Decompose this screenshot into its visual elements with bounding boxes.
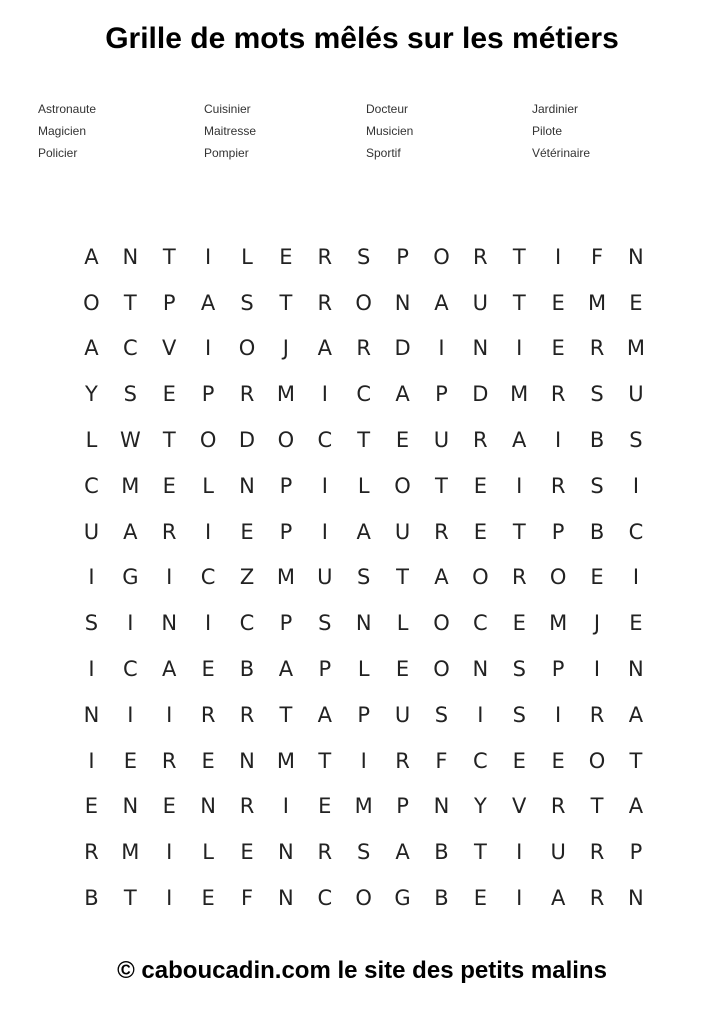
grid-letter: S bbox=[240, 290, 254, 315]
grid-letter: E bbox=[162, 794, 176, 819]
word-list-item: Maitresse bbox=[204, 124, 257, 138]
grid-letter: I bbox=[282, 794, 289, 819]
grid-letter: P bbox=[357, 702, 371, 727]
grid-letter: S bbox=[123, 382, 137, 407]
grid-letter: I bbox=[166, 840, 173, 865]
grid-letter: A bbox=[434, 290, 449, 315]
grid-letter: S bbox=[590, 382, 604, 407]
grid-letter: M bbox=[587, 290, 607, 315]
grid-letter: S bbox=[318, 611, 332, 636]
grid-letter: S bbox=[512, 657, 526, 682]
grid-letter: E bbox=[395, 428, 410, 453]
grid-letter: C bbox=[200, 565, 216, 590]
grid-letter: S bbox=[357, 565, 371, 590]
grid-letter: R bbox=[317, 840, 333, 865]
grid-letter: U bbox=[550, 840, 566, 865]
grid-letter: N bbox=[278, 886, 294, 911]
grid-letter: M bbox=[626, 336, 645, 361]
grid-letter: R bbox=[434, 519, 449, 544]
grid-letter: R bbox=[511, 565, 527, 590]
grid-letter: T bbox=[123, 886, 137, 911]
grid-letter: O bbox=[472, 565, 489, 590]
grid-letter: E bbox=[201, 886, 215, 911]
grid-letter: E bbox=[84, 794, 99, 819]
word-list-item: Astronaute bbox=[38, 102, 97, 116]
grid-letter: C bbox=[84, 473, 99, 498]
grid-letter: E bbox=[629, 611, 643, 636]
grid-letter: B bbox=[589, 519, 605, 544]
grid-letter: E bbox=[240, 519, 254, 544]
grid-letter: D bbox=[472, 382, 489, 407]
grid-letter: A bbox=[550, 886, 566, 911]
grid-letter: E bbox=[123, 748, 137, 773]
grid-letter: Z bbox=[239, 565, 255, 590]
grid-letter: I bbox=[321, 519, 328, 544]
word-list-item: Magicien bbox=[38, 124, 87, 138]
grid-letter: R bbox=[161, 748, 177, 773]
grid-letter: U bbox=[394, 519, 411, 544]
grid-letter: E bbox=[512, 748, 526, 773]
grid-letter: I bbox=[593, 657, 601, 682]
grid-letter: I bbox=[516, 336, 523, 361]
grid-letter: P bbox=[551, 519, 565, 544]
grid-letter: S bbox=[357, 244, 371, 269]
grid-letter: A bbox=[84, 244, 99, 269]
grid-letter: E bbox=[201, 748, 215, 773]
grid-letter: E bbox=[629, 290, 643, 315]
grid-letter: I bbox=[88, 565, 95, 590]
grid-letter: E bbox=[551, 336, 565, 361]
grid-letter: N bbox=[161, 611, 178, 636]
grid-letter: C bbox=[473, 611, 488, 636]
grid-letter: I bbox=[632, 565, 640, 590]
grid-letter: U bbox=[83, 519, 100, 544]
grid-letter: L bbox=[85, 428, 98, 453]
grid-letter: C bbox=[123, 657, 138, 682]
grid-letter: N bbox=[472, 657, 489, 682]
grid-letter: O bbox=[588, 748, 606, 773]
grid-letter: P bbox=[396, 794, 409, 819]
grid-letter: I bbox=[205, 244, 212, 269]
word-list-item: Pompier bbox=[204, 146, 249, 160]
grid-letter: P bbox=[318, 657, 332, 682]
grid-letter: P bbox=[396, 244, 409, 269]
grid-letter: T bbox=[357, 428, 371, 453]
grid-letter: N bbox=[239, 473, 255, 498]
grid-letter: P bbox=[279, 611, 293, 636]
grid-letter: V bbox=[512, 794, 527, 819]
grid-letter: I bbox=[166, 702, 173, 727]
grid-letter: R bbox=[239, 702, 255, 727]
grid-letter: E bbox=[473, 519, 487, 544]
grid-letter: R bbox=[317, 290, 333, 315]
grid-letter: I bbox=[88, 748, 95, 773]
grid-letter: S bbox=[629, 428, 643, 453]
grid-letter: T bbox=[512, 244, 526, 269]
grid-letter: T bbox=[279, 290, 293, 315]
grid-letter: L bbox=[357, 473, 370, 498]
grid-letter: P bbox=[551, 657, 565, 682]
grid-letter: R bbox=[473, 428, 488, 453]
grid-letter: N bbox=[122, 244, 139, 269]
grid-letter: T bbox=[473, 840, 487, 865]
grid-letter: O bbox=[238, 336, 256, 361]
grid-letter: T bbox=[279, 702, 293, 727]
grid-letter: R bbox=[473, 244, 488, 269]
grid-letter: S bbox=[84, 611, 99, 636]
grid-letter: T bbox=[162, 244, 176, 269]
grid-letter: A bbox=[356, 519, 371, 544]
grid-letter: A bbox=[317, 702, 332, 727]
grid-letter: S bbox=[512, 702, 526, 727]
grid-letter: B bbox=[434, 840, 449, 865]
grid-letter: I bbox=[438, 336, 445, 361]
grid-letter: A bbox=[278, 657, 294, 682]
grid-letter: R bbox=[550, 382, 566, 407]
grid-letter: A bbox=[395, 382, 410, 407]
grid-letter: G bbox=[394, 886, 411, 911]
grid-letter: Y bbox=[85, 382, 98, 407]
grid-letter: I bbox=[555, 428, 562, 453]
grid-letter: L bbox=[241, 244, 253, 269]
grid-letter: M bbox=[510, 382, 529, 407]
grid-letter: I bbox=[516, 840, 523, 865]
grid-letter: T bbox=[162, 428, 176, 453]
grid-letter: J bbox=[282, 336, 289, 361]
grid-letter: N bbox=[83, 702, 100, 727]
grid-letter: N bbox=[200, 794, 216, 819]
grid-letter: N bbox=[122, 794, 139, 819]
grid-letter: R bbox=[239, 382, 255, 407]
grid-letter: A bbox=[317, 336, 332, 361]
grid-letter: R bbox=[356, 336, 371, 361]
grid-letter: L bbox=[357, 657, 370, 682]
grid-letter: O bbox=[433, 657, 450, 682]
grid-letter: T bbox=[123, 290, 137, 315]
grid-letter: P bbox=[279, 519, 293, 544]
grid-letter: E bbox=[318, 794, 332, 819]
grid-letter: I bbox=[477, 702, 484, 727]
grid-letter: R bbox=[317, 244, 333, 269]
grid-letter: O bbox=[549, 565, 567, 590]
grid-letter: A bbox=[123, 519, 138, 544]
grid-letter: E bbox=[551, 290, 565, 315]
grid-letter: B bbox=[434, 886, 449, 911]
grid-letter: P bbox=[201, 382, 215, 407]
grid-letter: R bbox=[84, 840, 99, 865]
grid-letter: O bbox=[355, 290, 372, 315]
word-list-item: Pilote bbox=[532, 124, 563, 138]
grid-letter: M bbox=[121, 473, 140, 498]
grid-letter: J bbox=[593, 611, 601, 636]
grid-letter: I bbox=[166, 886, 173, 911]
grid-letter: E bbox=[473, 886, 487, 911]
grid-letter: P bbox=[162, 290, 176, 315]
grid-letter: N bbox=[239, 748, 255, 773]
grid-letter: M bbox=[354, 794, 373, 819]
grid-letter: C bbox=[473, 748, 488, 773]
grid-letter: I bbox=[321, 473, 328, 498]
grid-letter: R bbox=[239, 794, 255, 819]
grid-letter: N bbox=[472, 336, 489, 361]
grid-letter: A bbox=[628, 702, 644, 727]
grid-letter: U bbox=[472, 290, 489, 315]
word-list-item: Docteur bbox=[366, 102, 409, 116]
word-list bbox=[38, 100, 678, 166]
grid-letter: E bbox=[162, 382, 176, 407]
grid-letter: V bbox=[162, 336, 177, 361]
grid-letter: E bbox=[201, 657, 215, 682]
grid-letter: D bbox=[394, 336, 411, 361]
grid-letter: Y bbox=[473, 794, 487, 819]
grid-letter: L bbox=[202, 473, 214, 498]
grid-letter: T bbox=[512, 519, 526, 544]
grid-letter: W bbox=[119, 428, 141, 453]
grid-letter: E bbox=[473, 473, 487, 498]
grid-letter: B bbox=[589, 428, 605, 453]
grid-letter: N bbox=[394, 290, 411, 315]
grid-letter: P bbox=[279, 473, 293, 498]
grid-letter: M bbox=[276, 748, 295, 773]
grid-letter: O bbox=[83, 290, 100, 315]
grid-letter: T bbox=[629, 748, 643, 773]
grid-letter: G bbox=[122, 565, 139, 590]
grid-letter: F bbox=[435, 748, 448, 773]
grid-letter: M bbox=[276, 565, 295, 590]
grid-letter: C bbox=[356, 382, 372, 407]
grid-letter: N bbox=[628, 657, 644, 682]
grid-letter: E bbox=[590, 565, 604, 590]
grid-letter: E bbox=[551, 748, 565, 773]
grid-letter: O bbox=[433, 244, 450, 269]
grid-letter: C bbox=[628, 519, 644, 544]
grid-letter: O bbox=[394, 473, 411, 498]
grid-letter: P bbox=[435, 382, 448, 407]
grid-letter: S bbox=[590, 473, 604, 498]
grid-letter: N bbox=[278, 840, 294, 865]
grid-letter: R bbox=[589, 336, 605, 361]
grid-letter: I bbox=[632, 473, 640, 498]
grid-letter: I bbox=[205, 519, 212, 544]
grid-letter: R bbox=[161, 519, 177, 544]
grid-letter: A bbox=[434, 565, 449, 590]
grid-letter: O bbox=[277, 428, 295, 453]
grid-letter: E bbox=[240, 840, 254, 865]
grid-letter: U bbox=[628, 382, 644, 407]
grid-letter: I bbox=[321, 382, 328, 407]
grid-letter: F bbox=[240, 886, 254, 911]
letter-grid bbox=[72, 234, 655, 921]
grid-letter: R bbox=[589, 840, 605, 865]
grid-letter: U bbox=[317, 565, 333, 590]
grid-letter: I bbox=[516, 473, 523, 498]
grid-letter: N bbox=[628, 244, 644, 269]
grid-letter: E bbox=[162, 473, 176, 498]
grid-letter: N bbox=[433, 794, 450, 819]
grid-letter: I bbox=[127, 702, 134, 727]
word-list-item: Vétérinaire bbox=[532, 146, 591, 160]
grid-letter: C bbox=[317, 886, 333, 911]
grid-letter: A bbox=[395, 840, 410, 865]
grid-letter: S bbox=[357, 840, 371, 865]
grid-letter: A bbox=[512, 428, 527, 453]
grid-letter: R bbox=[200, 702, 216, 727]
grid-letter: I bbox=[88, 657, 95, 682]
grid-letter: O bbox=[355, 886, 372, 911]
grid-letter: N bbox=[355, 611, 372, 636]
grid-letter: R bbox=[589, 702, 605, 727]
grid-letter: C bbox=[239, 611, 255, 636]
grid-letter: M bbox=[549, 611, 568, 636]
grid-letter: I bbox=[127, 611, 134, 636]
grid-letter: A bbox=[162, 657, 177, 682]
grid-letter: R bbox=[550, 473, 566, 498]
page-title: Grille de mots mêlés sur les métiers bbox=[105, 22, 619, 55]
grid-letter: T bbox=[318, 748, 332, 773]
grid-letter: C bbox=[123, 336, 138, 361]
grid-letter: M bbox=[121, 840, 140, 865]
grid-letter: T bbox=[396, 565, 409, 590]
word-list-item: Sportif bbox=[366, 146, 401, 160]
grid-letter: E bbox=[279, 244, 293, 269]
grid-letter: T bbox=[512, 290, 526, 315]
grid-letter: L bbox=[202, 840, 214, 865]
grid-letter: O bbox=[433, 611, 450, 636]
grid-letter: U bbox=[433, 428, 450, 453]
word-list-item: Musicien bbox=[366, 124, 414, 138]
word-list-item: Cuisinier bbox=[204, 102, 251, 116]
grid-letter: N bbox=[628, 886, 644, 911]
grid-letter: F bbox=[590, 244, 604, 269]
grid-letter: P bbox=[629, 840, 643, 865]
grid-letter: I bbox=[166, 565, 173, 590]
grid-letter: D bbox=[238, 428, 256, 453]
grid-letter: S bbox=[434, 702, 449, 727]
grid-letter: U bbox=[394, 702, 411, 727]
grid-letter: T bbox=[590, 794, 604, 819]
grid-letter: I bbox=[360, 748, 367, 773]
grid-letter: A bbox=[84, 336, 99, 361]
grid-letter: E bbox=[512, 611, 526, 636]
grid-letter: A bbox=[628, 794, 644, 819]
grid-letter: L bbox=[396, 611, 409, 636]
grid-letter: I bbox=[555, 244, 562, 269]
grid-letter: R bbox=[395, 748, 410, 773]
grid-letter: I bbox=[205, 336, 212, 361]
grid-letter: I bbox=[555, 702, 562, 727]
word-list-item: Jardinier bbox=[532, 102, 579, 116]
grid-letter: I bbox=[205, 611, 212, 636]
grid-letter: R bbox=[550, 794, 566, 819]
grid-letter: B bbox=[84, 886, 99, 911]
grid-letter: O bbox=[199, 428, 217, 453]
grid-letter: B bbox=[239, 657, 255, 682]
grid-letter: C bbox=[317, 428, 333, 453]
word-list-item: Policier bbox=[38, 146, 78, 160]
footer-credit: © caboucadin.com le site des petits malins bbox=[117, 957, 607, 984]
grid-letter: R bbox=[589, 886, 605, 911]
grid-letter: E bbox=[395, 657, 410, 682]
grid-letter: A bbox=[200, 290, 216, 315]
grid-letter: M bbox=[276, 382, 295, 407]
grid-letter: I bbox=[516, 886, 523, 911]
grid-letter: T bbox=[435, 473, 448, 498]
